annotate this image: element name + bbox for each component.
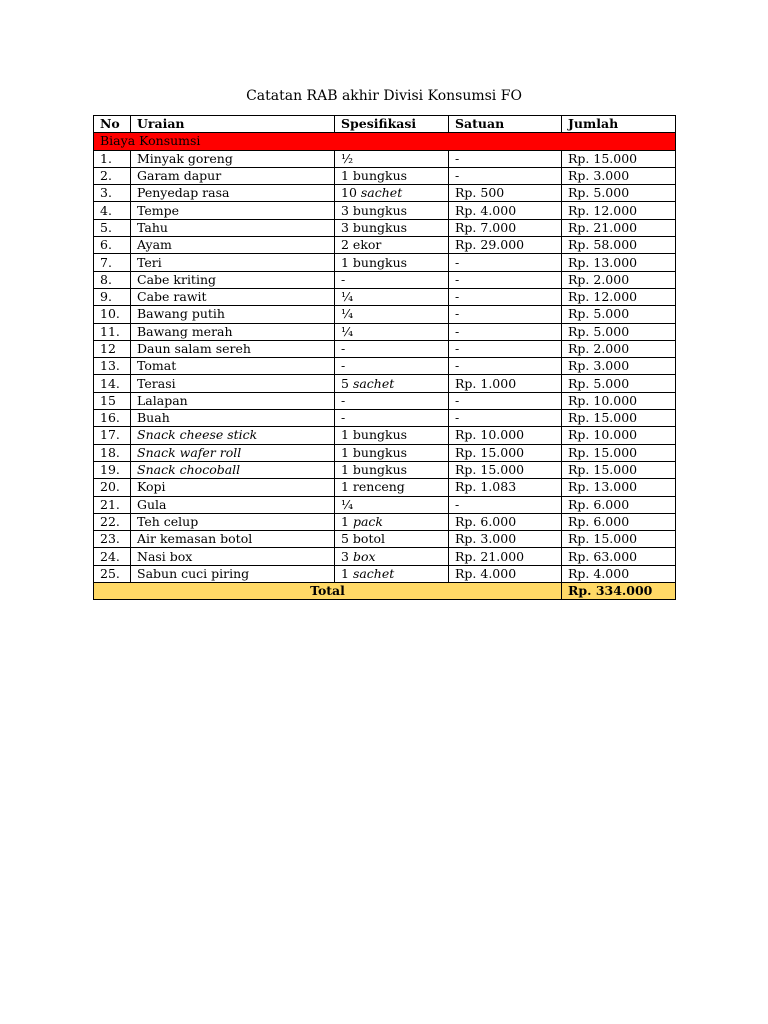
cell-no: 1. — [94, 150, 131, 167]
cell-uraian: Tomat — [131, 358, 335, 375]
cell-jumlah: Rp. 5.000 — [562, 185, 676, 202]
cell-jumlah: Rp. 5.000 — [562, 306, 676, 323]
total-label: Total — [94, 583, 562, 600]
spesifikasi-unit: sachet — [360, 185, 403, 201]
cell-uraian: Cabe rawit — [131, 288, 335, 305]
cell-spesifikasi — [335, 548, 449, 565]
cell-satuan: - — [449, 392, 562, 409]
cell-jumlah: Rp. 4.000 — [562, 565, 676, 582]
cell-no: 4. — [94, 202, 131, 219]
section-row — [94, 133, 676, 150]
header-satuan: Satuan — [449, 116, 562, 133]
cell-spesifikasi: 1 renceng — [335, 479, 449, 496]
table-row — [94, 185, 676, 202]
cell-uraian: Buah — [131, 410, 335, 427]
cell-spesifikasi: 2 ekor — [335, 237, 449, 254]
table-row — [94, 167, 676, 184]
spesifikasi-qty: 1 — [341, 513, 353, 529]
table-row — [94, 410, 676, 427]
cell-satuan: - — [449, 496, 562, 513]
table-row — [94, 531, 676, 548]
cell-jumlah: Rp. 3.000 — [562, 167, 676, 184]
cell-jumlah: Rp. 12.000 — [562, 202, 676, 219]
cell-satuan: Rp. 6.000 — [449, 513, 562, 530]
cell-spesifikasi: ½ — [335, 150, 449, 167]
cell-spesifikasi: 1 bungkus — [335, 254, 449, 271]
cell-satuan: Rp. 15.000 — [449, 461, 562, 478]
cell-no: 3. — [94, 185, 131, 202]
cell-spesifikasi: - — [335, 392, 449, 409]
cell-spesifikasi: - — [335, 340, 449, 357]
cell-uraian: Tempe — [131, 202, 335, 219]
spesifikasi-unit: pack — [352, 513, 383, 529]
cell-spesifikasi: - — [335, 410, 449, 427]
cell-jumlah: Rp. 10.000 — [562, 392, 676, 409]
cell-uraian: Teri — [131, 254, 335, 271]
cell-spesifikasi — [335, 185, 449, 202]
cell-satuan: Rp. 29.000 — [449, 237, 562, 254]
cell-no: 21. — [94, 496, 131, 513]
header-row — [94, 116, 676, 133]
cell-satuan: - — [449, 358, 562, 375]
spesifikasi-unit: sachet — [352, 375, 395, 391]
cell-no: 17. — [94, 427, 131, 444]
header-uraian: Uraian — [131, 116, 335, 133]
cell-uraian: Gula — [131, 496, 335, 513]
table-row — [94, 306, 676, 323]
cell-no: 5. — [94, 219, 131, 236]
cell-spesifikasi: 1 bungkus — [335, 167, 449, 184]
table-row — [94, 254, 676, 271]
table-row — [94, 479, 676, 496]
cell-uraian: Bawang putih — [131, 306, 335, 323]
cell-jumlah: Rp. 5.000 — [562, 375, 676, 392]
total-row — [94, 583, 676, 600]
spesifikasi-qty: 10 — [341, 185, 361, 201]
spesifikasi-qty: 3 — [341, 548, 353, 564]
cell-uraian: Sabun cuci piring — [131, 565, 335, 582]
cell-no: 14. — [94, 375, 131, 392]
cell-uraian: Minyak goreng — [131, 150, 335, 167]
table-row — [94, 150, 676, 167]
cell-no: 18. — [94, 444, 131, 461]
table-row — [94, 202, 676, 219]
cell-uraian: Nasi box — [131, 548, 335, 565]
cell-uraian: Teh celup — [131, 513, 335, 530]
cell-uraian: Garam dapur — [131, 167, 335, 184]
cell-no: 19. — [94, 461, 131, 478]
cell-jumlah: Rp. 6.000 — [562, 496, 676, 513]
cell-uraian: Air kemasan botol — [131, 531, 335, 548]
cell-jumlah: Rp. 15.000 — [562, 150, 676, 167]
cell-satuan: - — [449, 306, 562, 323]
cell-jumlah: Rp. 5.000 — [562, 323, 676, 340]
header-spesifikasi: Spesifikasi — [335, 116, 449, 133]
spesifikasi-unit: sachet — [352, 565, 395, 581]
cell-spesifikasi: 5 botol — [335, 531, 449, 548]
cell-satuan: Rp. 1.083 — [449, 479, 562, 496]
header-jumlah: Jumlah — [562, 116, 676, 133]
cell-no: 8. — [94, 271, 131, 288]
cell-no: 16. — [94, 410, 131, 427]
spesifikasi-qty: 1 — [341, 565, 353, 581]
cell-uraian: Penyedap rasa — [131, 185, 335, 202]
table-row — [94, 219, 676, 236]
cell-jumlah: Rp. 2.000 — [562, 271, 676, 288]
cell-spesifikasi: - — [335, 358, 449, 375]
cell-no: 24. — [94, 548, 131, 565]
document-title: Catatan RAB akhir Divisi Konsumsi FO — [246, 88, 522, 104]
cell-jumlah: Rp. 15.000 — [562, 531, 676, 548]
cell-uraian: Cabe kriting — [131, 271, 335, 288]
cell-uraian: Snack cheese stick — [131, 427, 335, 444]
cell-uraian: Bawang merah — [131, 323, 335, 340]
cell-satuan: - — [449, 167, 562, 184]
table-row — [94, 565, 676, 582]
cell-satuan: Rp. 3.000 — [449, 531, 562, 548]
cell-spesifikasi: ¼ — [335, 306, 449, 323]
cell-spesifikasi — [335, 375, 449, 392]
cell-satuan: Rp. 15.000 — [449, 444, 562, 461]
cell-jumlah: Rp. 15.000 — [562, 461, 676, 478]
cell-jumlah: Rp. 63.000 — [562, 548, 676, 565]
cell-spesifikasi — [335, 565, 449, 582]
cell-satuan: Rp. 500 — [449, 185, 562, 202]
cell-satuan: - — [449, 410, 562, 427]
table-row — [94, 288, 676, 305]
table-row — [94, 271, 676, 288]
table-row — [94, 375, 676, 392]
cell-no: 22. — [94, 513, 131, 530]
cell-spesifikasi: ¼ — [335, 288, 449, 305]
table-row — [94, 548, 676, 565]
table-row — [94, 496, 676, 513]
total-value: Rp. 334.000 — [562, 583, 676, 600]
cell-spesifikasi: ¼ — [335, 323, 449, 340]
cell-no: 7. — [94, 254, 131, 271]
cell-no: 12 — [94, 340, 131, 357]
table-body — [94, 133, 676, 583]
cell-satuan: - — [449, 150, 562, 167]
cell-no: 6. — [94, 237, 131, 254]
cell-spesifikasi: 3 bungkus — [335, 219, 449, 236]
section-label: Biaya Konsumsi — [94, 133, 676, 150]
cell-no: 15 — [94, 392, 131, 409]
spesifikasi-qty: 5 — [341, 375, 353, 391]
cell-jumlah: Rp. 13.000 — [562, 254, 676, 271]
table-row — [94, 237, 676, 254]
table-row — [94, 323, 676, 340]
cell-satuan: - — [449, 323, 562, 340]
cell-spesifikasi: 1 bungkus — [335, 461, 449, 478]
cell-uraian: Snack chocoball — [131, 461, 335, 478]
cell-spesifikasi: ¼ — [335, 496, 449, 513]
table-row — [94, 358, 676, 375]
cell-spesifikasi: - — [335, 271, 449, 288]
cell-no: 11. — [94, 323, 131, 340]
cell-jumlah: Rp. 21.000 — [562, 219, 676, 236]
cell-jumlah: Rp. 3.000 — [562, 358, 676, 375]
cell-jumlah: Rp. 12.000 — [562, 288, 676, 305]
cell-uraian: Tahu — [131, 219, 335, 236]
cell-satuan: Rp. 1.000 — [449, 375, 562, 392]
cell-satuan: Rp. 4.000 — [449, 202, 562, 219]
cell-satuan: Rp. 10.000 — [449, 427, 562, 444]
cell-jumlah: Rp. 6.000 — [562, 513, 676, 530]
cell-no: 9. — [94, 288, 131, 305]
cell-uraian: Ayam — [131, 237, 335, 254]
cell-jumlah: Rp. 58.000 — [562, 237, 676, 254]
cell-spesifikasi: 3 bungkus — [335, 202, 449, 219]
spesifikasi-unit: box — [352, 548, 376, 564]
cell-satuan: Rp. 4.000 — [449, 565, 562, 582]
rab-table — [93, 115, 676, 600]
cell-uraian: Lalapan — [131, 392, 335, 409]
cell-uraian: Daun salam sereh — [131, 340, 335, 357]
cell-spesifikasi: 1 bungkus — [335, 427, 449, 444]
cell-uraian: Terasi — [131, 375, 335, 392]
cell-jumlah: Rp. 2.000 — [562, 340, 676, 357]
cell-no: 13. — [94, 358, 131, 375]
cell-no: 2. — [94, 167, 131, 184]
cell-no: 25. — [94, 565, 131, 582]
cell-jumlah: Rp. 13.000 — [562, 479, 676, 496]
cell-satuan: - — [449, 254, 562, 271]
cell-uraian: Snack wafer roll — [131, 444, 335, 461]
cell-uraian: Kopi — [131, 479, 335, 496]
cell-no: 20. — [94, 479, 131, 496]
cell-satuan: - — [449, 340, 562, 357]
cell-spesifikasi — [335, 513, 449, 530]
table-row — [94, 340, 676, 357]
header-no: No — [94, 116, 131, 133]
table-row — [94, 461, 676, 478]
cell-satuan: - — [449, 288, 562, 305]
table-row — [94, 444, 676, 461]
cell-no: 23. — [94, 531, 131, 548]
cell-satuan: Rp. 7.000 — [449, 219, 562, 236]
cell-spesifikasi: 1 bungkus — [335, 444, 449, 461]
cell-jumlah: Rp. 15.000 — [562, 444, 676, 461]
cell-satuan: Rp. 21.000 — [449, 548, 562, 565]
cell-satuan: - — [449, 271, 562, 288]
cell-jumlah: Rp. 15.000 — [562, 410, 676, 427]
table-row — [94, 513, 676, 530]
table-row — [94, 392, 676, 409]
cell-jumlah: Rp. 10.000 — [562, 427, 676, 444]
table-row — [94, 427, 676, 444]
cell-no: 10. — [94, 306, 131, 323]
